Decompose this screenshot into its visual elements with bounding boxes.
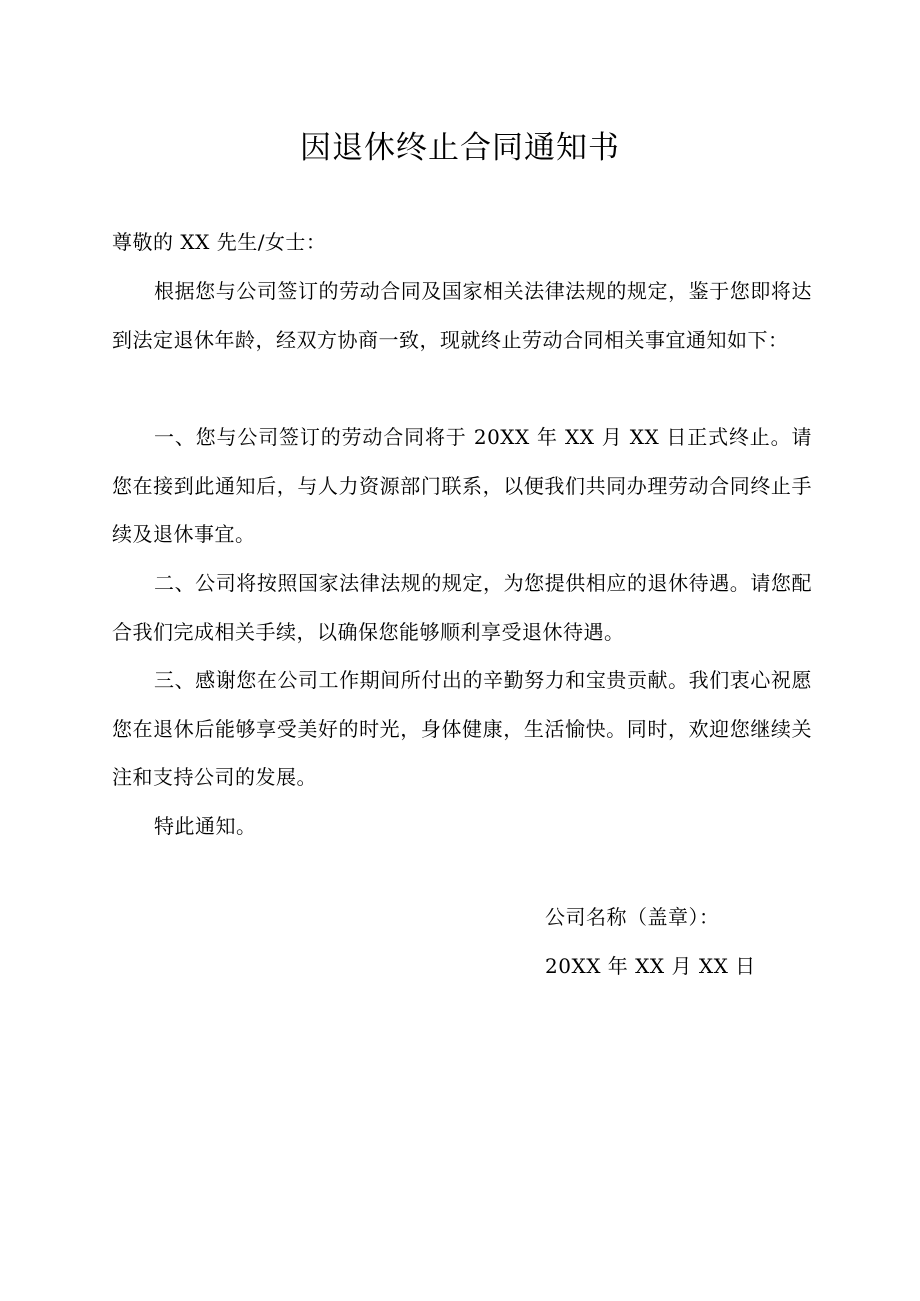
document-title: 因退休终止合同通知书 [300,130,620,166]
signature-date: 20XX 年 XX 月 XX 日 [545,954,756,978]
salutation: 尊敬的 XX 先生/女士： [112,230,327,254]
paragraph-intro: 根据您与公司签订的劳动合同及国家相关法律法规的规定，鉴于您即将达到法定退休年龄，经双方协商一致，现就终止劳动合同相关事宜通知如下： [112,279,812,352]
paragraph-closing: 特此通知。 [154,814,257,838]
signature-company: 公司名称（盖章）： [545,905,720,929]
paragraph-item-1: 一、您与公司签订的劳动合同将于 20XX 年 XX 月 XX 日正式终止。请您在接到此通知后，与人力资源部门联系，以便我们共同办理劳动合同终止手续及退休事宜。 [112,425,812,546]
paragraph-item-3: 三、感谢您在公司工作期间所付出的辛勤努力和宝贵贡献。我们衷心祝愿您在退休后能够享受美好的时光，身体健康，生活愉快。同时，欢迎您继续关注和支持公司的发展。 [112,668,812,789]
paragraph-item-2: 二、公司将按照国家法律法规的规定，为您提供相应的退休待遇。请您配合我们完成相关手续，以确保您能够顺利享受退休待遇。 [112,571,812,644]
